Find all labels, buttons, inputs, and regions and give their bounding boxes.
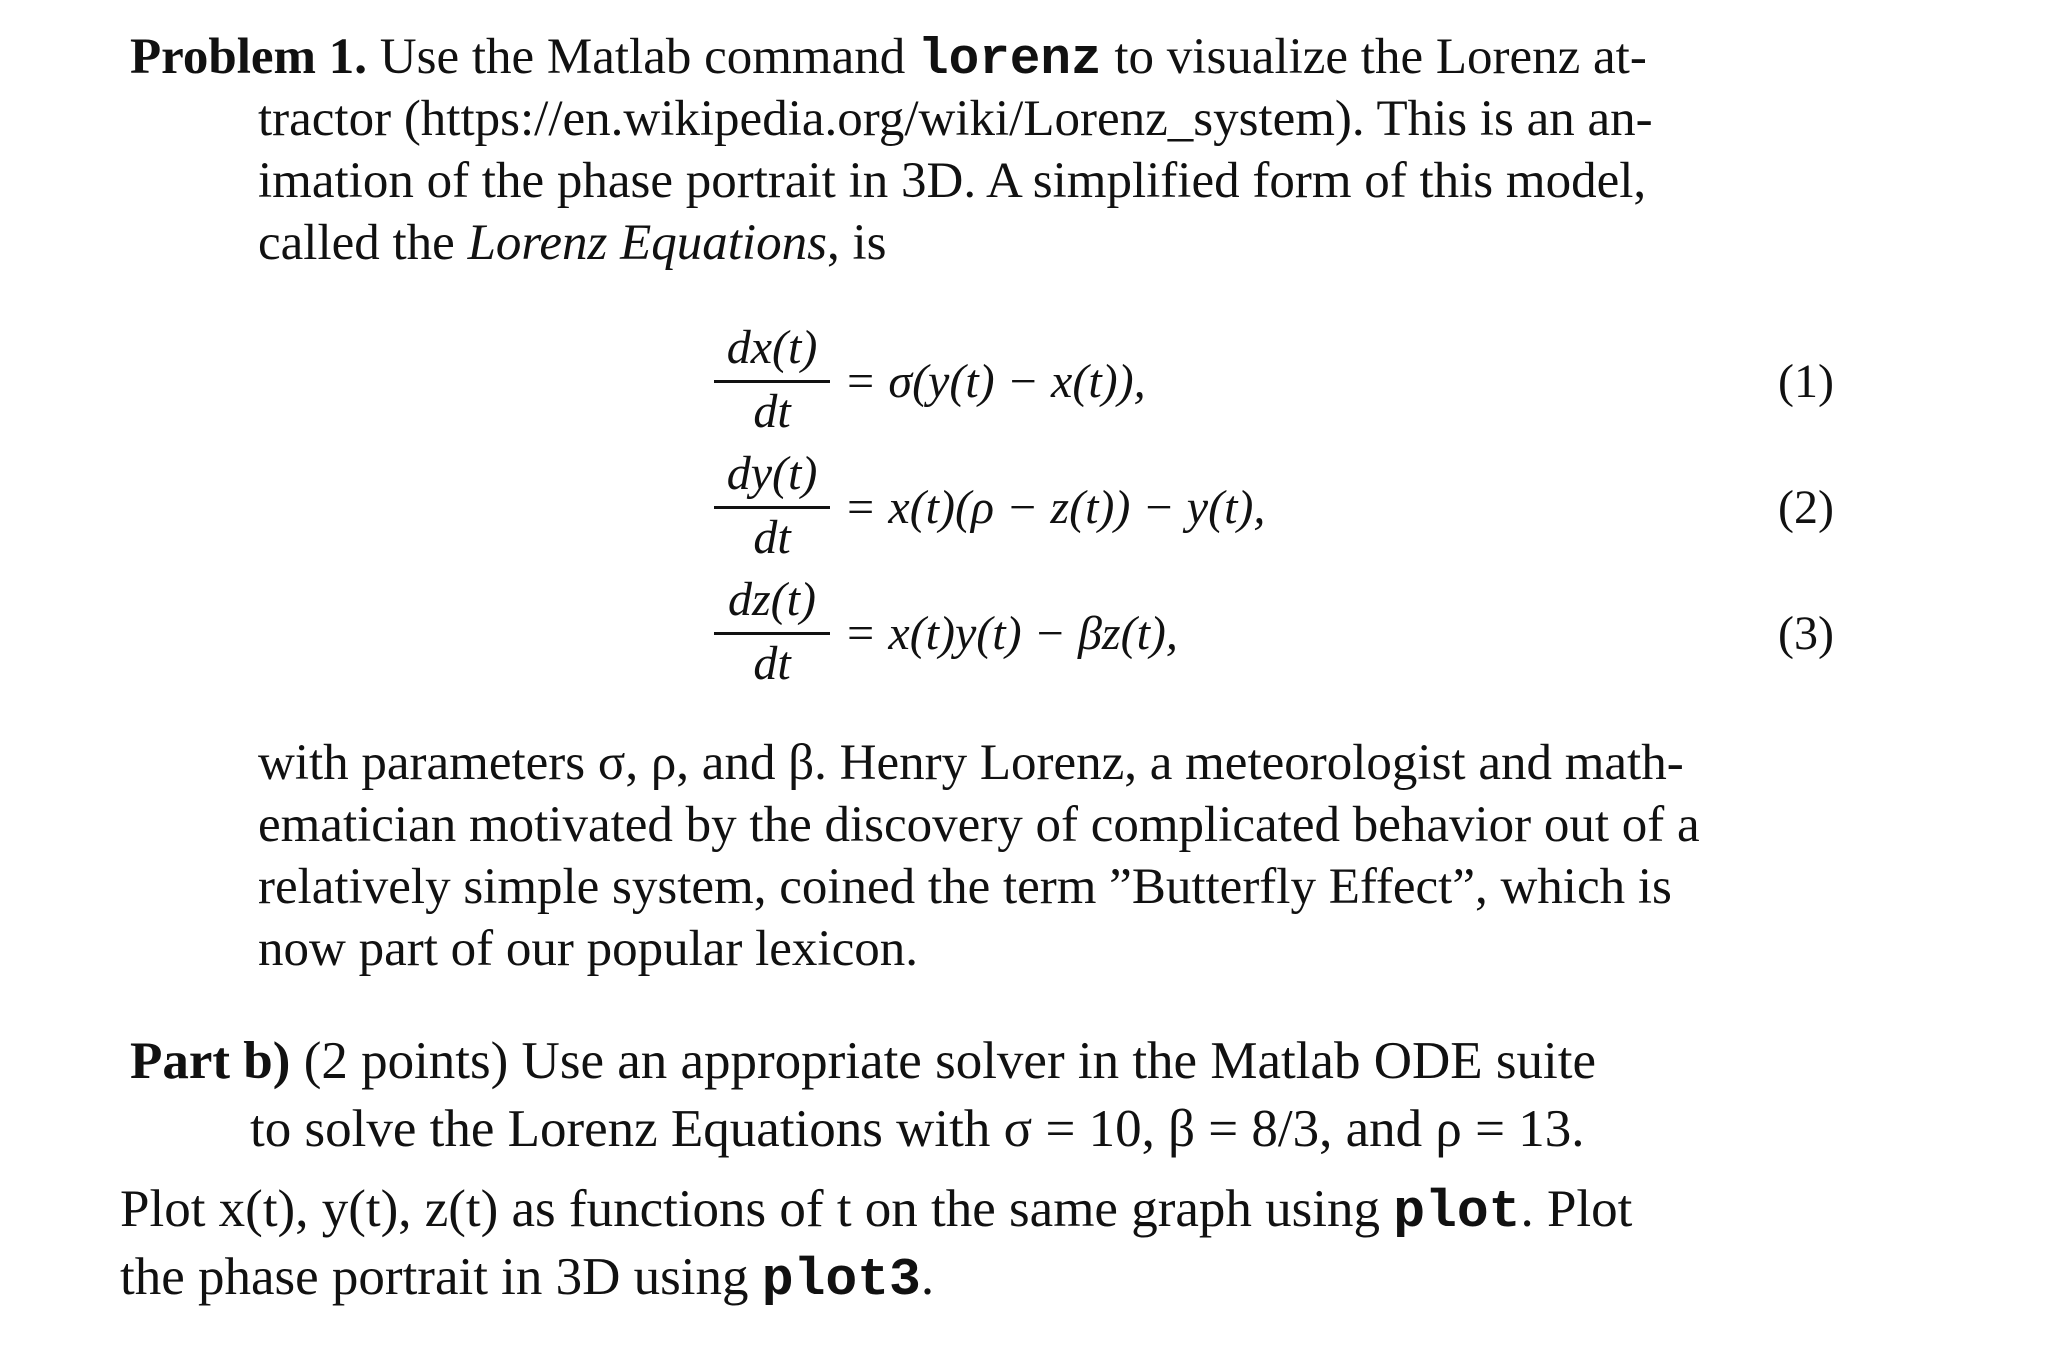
equation-1-numerator: dx(t)	[726, 321, 818, 374]
equation-1-fraction	[714, 320, 830, 444]
fraction-bar	[714, 506, 830, 509]
problem-line-2: tractor (https://en.wikipedia.org/wiki/Lorenz_system). This is an an-	[258, 91, 1653, 147]
problem-line-4-text-b: , is	[826, 215, 887, 271]
part-b-line-4-text-a: the phase portrait in 3D using	[120, 1248, 749, 1306]
part-b-heading: Part b)	[130, 1032, 291, 1090]
fraction-bar	[714, 632, 830, 635]
equation-1	[714, 320, 1834, 444]
problem-line-1-text-b: to visualize the Lorenz at-	[1114, 29, 1647, 85]
equation-2-label: (2)	[1778, 481, 1834, 534]
problem-line-1	[130, 26, 1647, 92]
part-b-line-1	[130, 1030, 1596, 1092]
equation-1-label: (1)	[1778, 355, 1834, 408]
part-b-line-3	[120, 1178, 1632, 1243]
lorenz-equations-term: Lorenz Equations	[467, 215, 827, 271]
equation-1-rhs: = σ(y(t) − x(t)),	[844, 355, 1146, 408]
problem-line-4	[258, 212, 886, 274]
equation-3-denominator: dt	[753, 637, 791, 690]
problem-line-3: imation of the phase portrait in 3D. A simplified form of this model,	[258, 153, 1647, 209]
plot3-command: plot3	[761, 1250, 921, 1310]
after-line-4: now part of our popular lexicon.	[258, 921, 918, 977]
part-b-line-4-text-b: .	[920, 1248, 935, 1306]
part-b-line-3-text-a: Plot x(t), y(t), z(t) as functions of t on the same graph using	[120, 1180, 1380, 1238]
equation-2-numerator: dy(t)	[726, 447, 818, 500]
part-b-line-2: to solve the Lorenz Equations with σ = 10, β = 8/3, and ρ = 13.	[250, 1100, 1585, 1158]
equation-1-denominator: dt	[753, 385, 791, 438]
after-line-1: with parameters σ, ρ, and β. Henry Lorenz, a meteorologist and math-	[258, 735, 1684, 791]
part-b-line-1-text: (2 points) Use an appropriate solver in the Matlab ODE suite	[303, 1032, 1596, 1090]
equation-3-fraction	[714, 572, 830, 696]
equation-3-numerator: dz(t)	[728, 573, 816, 626]
plot-command: plot	[1393, 1182, 1521, 1242]
equation-3-rhs: = x(t)y(t) − βz(t),	[844, 607, 1178, 660]
part-b-line-3-text-b: . Plot	[1520, 1180, 1633, 1238]
lorenz-command: lorenz	[917, 32, 1102, 89]
equation-3-label: (3)	[1778, 607, 1834, 660]
problem-line-4-text-a: called the	[258, 215, 455, 271]
problem-heading: Problem 1.	[130, 29, 368, 85]
equation-2-denominator: dt	[753, 511, 791, 564]
after-line-2: ematician motivated by the discovery of complicated behavior out of a	[258, 797, 1700, 853]
equation-3	[714, 572, 1834, 696]
part-b-line-4	[120, 1246, 934, 1311]
equation-2-fraction	[714, 446, 830, 570]
equation-2-rhs: = x(t)(ρ − z(t)) − y(t),	[844, 481, 1266, 534]
fraction-bar	[714, 380, 830, 383]
problem-line-1-text-a: Use the Matlab command	[379, 29, 906, 85]
equation-2	[714, 446, 1834, 570]
after-line-3: relatively simple system, coined the term ”Butterfly Effect”, which is	[258, 859, 1672, 915]
